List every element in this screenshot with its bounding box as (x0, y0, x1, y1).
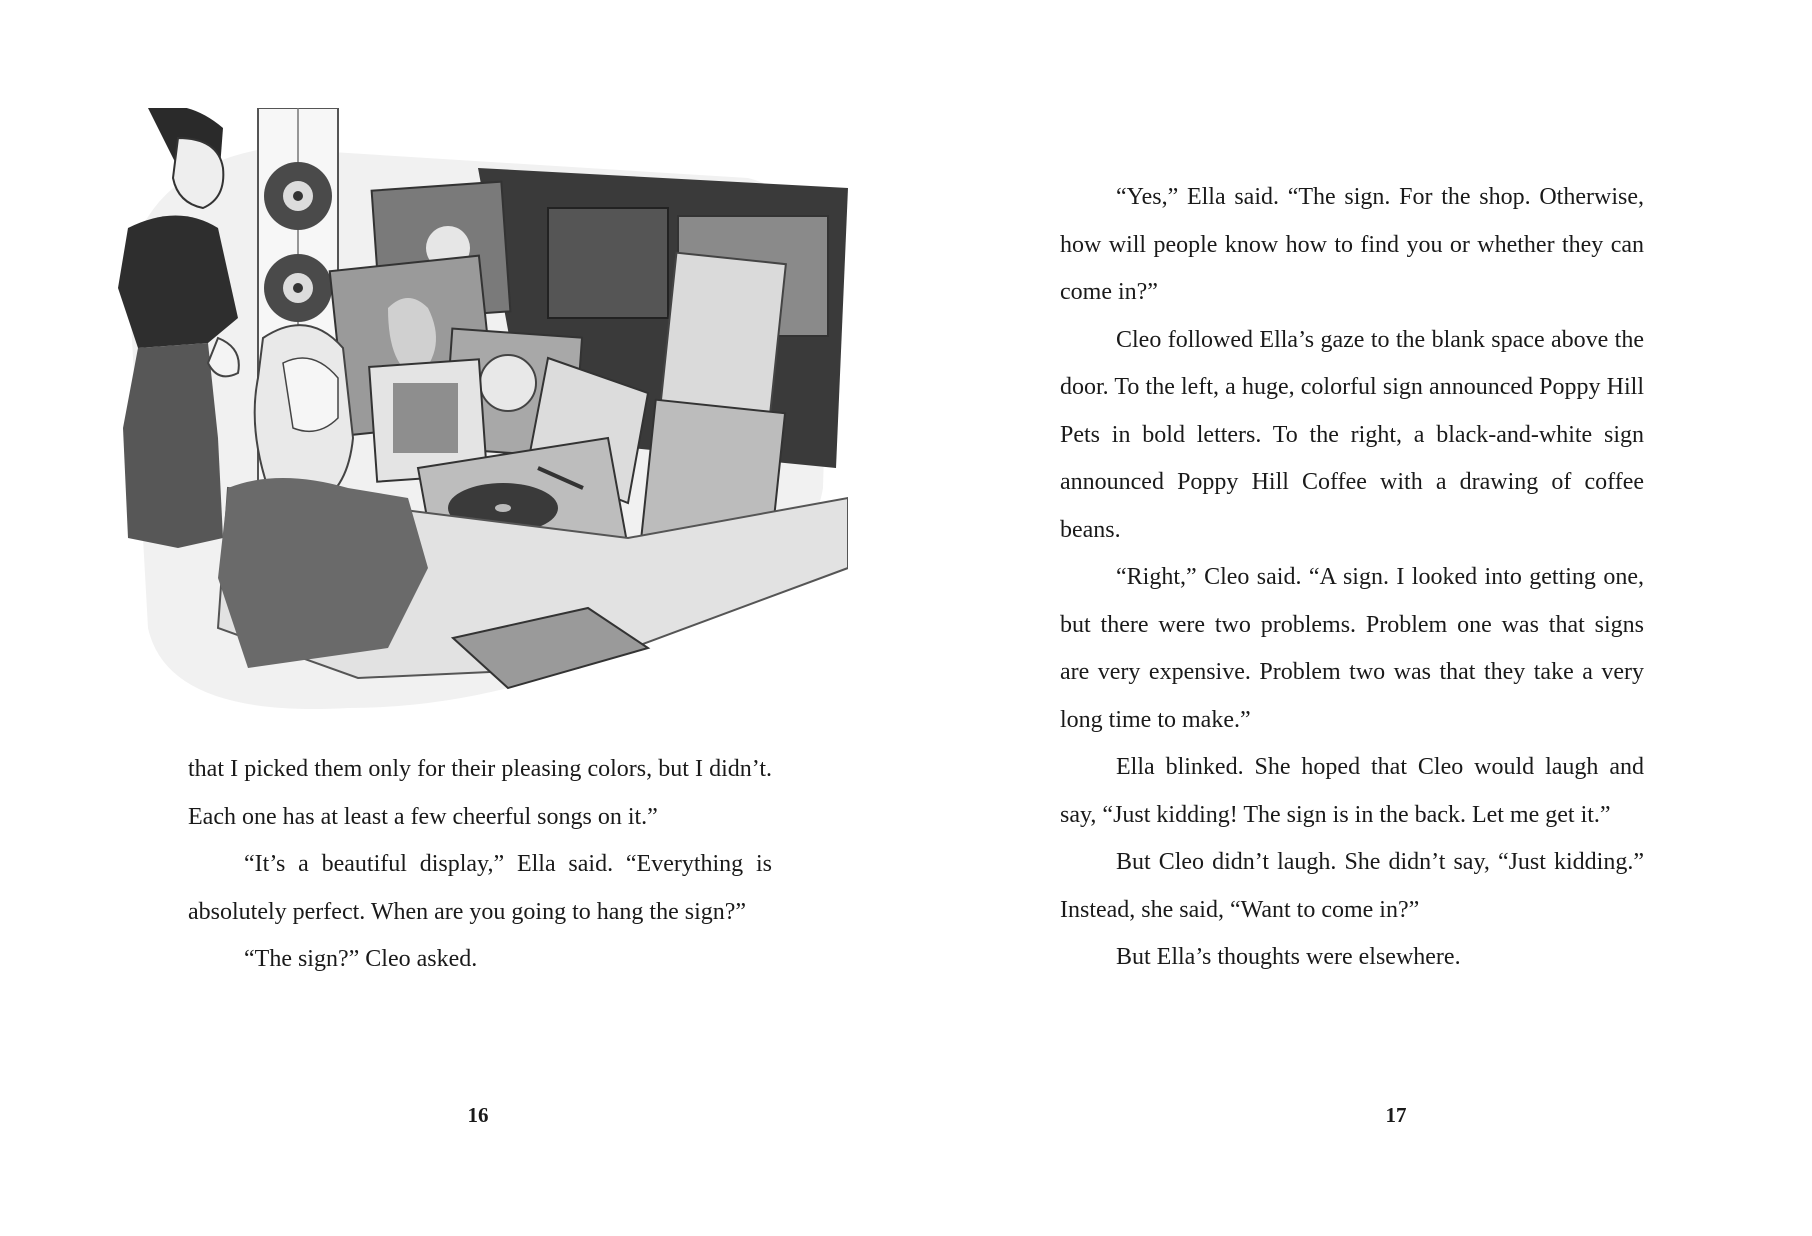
paragraph: Cleo followed Ella’s gaze to the blank space above the door. To the left, a huge, colorful sign announced Poppy Hill Pets in bold letters. To the right, a black-and-white sign announced Poppy Hill Coffee with a drawing of coffee beans. (1060, 326, 1644, 543)
right-page-text (1060, 174, 1644, 982)
vinyl-record-1 (264, 162, 332, 230)
page-number: 16 (467, 1103, 489, 1127)
paragraph: that I picked them only for their pleasing colors, but I didn’t. Each one has at least a few cheerful songs on it.” (188, 756, 772, 830)
paragraph: “Yes,” Ella said. “The sign. For the shop. Otherwise, how will people know how to find you or whether they can come in?” (1060, 184, 1644, 305)
paragraph: But Cleo didn’t laugh. She didn’t say, “Just kidding.” Instead, she said, “Want to come in?” (1060, 849, 1644, 923)
paragraph: “It’s a beautiful display,” Ella said. “Everything is absolutely perfect. When are you going to hang the sign?” (188, 851, 772, 925)
left-page-text (188, 746, 772, 984)
record-shop-illustration (108, 108, 848, 718)
vinyl-record-2 (264, 254, 332, 322)
right-page (906, 0, 1812, 1236)
paragraph: “The sign?” Cleo asked. (244, 946, 478, 972)
paragraph: “Right,” Cleo said. “A sign. I looked into getting one, but there were two problems. Problem one was that signs are very expensive. Problem two was that they take a very long time to make.” (1060, 564, 1644, 733)
page-number: 17 (1385, 1103, 1407, 1127)
paragraph: But Ella’s thoughts were elsewhere. (1116, 944, 1461, 970)
paragraph: Ella blinked. She hoped that Cleo would laugh and say, “Just kidding! The sign is in the back. Let me get it.” (1060, 754, 1644, 828)
